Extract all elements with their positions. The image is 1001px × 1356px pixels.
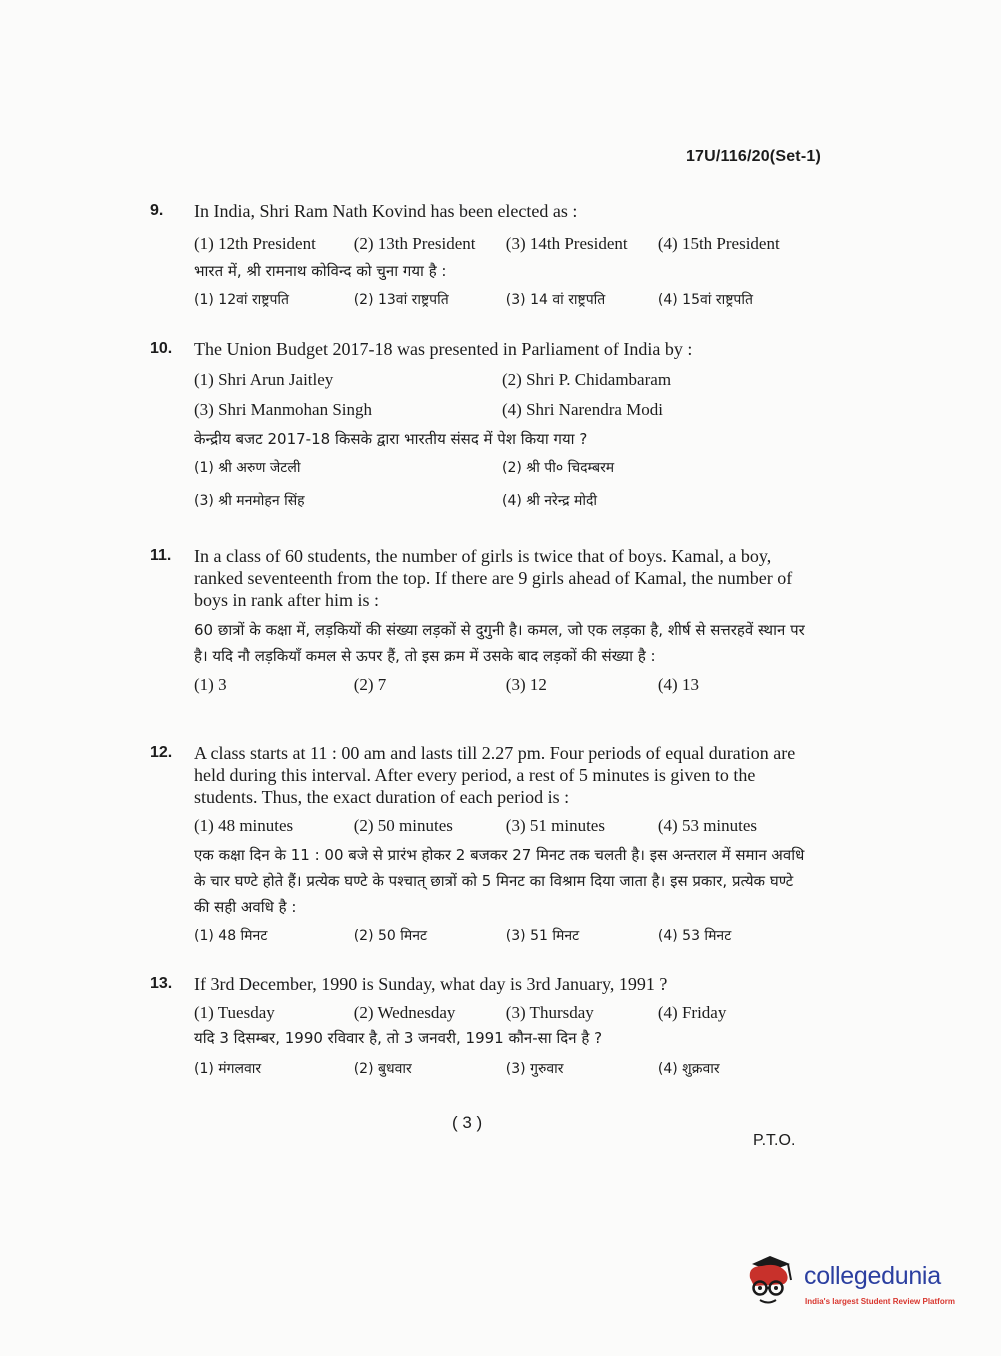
options-en [194, 370, 810, 420]
option-4: (4) 53 minutes [657, 816, 758, 835]
logo-wordmark: collegedunia [804, 1262, 941, 1290]
collegedunia-logo [738, 1250, 978, 1320]
page-number: ( 3 ) [452, 1113, 483, 1132]
option-2: (2) 13th President [353, 234, 476, 253]
question-text-en: In India, Shri Ram Nath Kovind has been elected as : [194, 201, 578, 221]
option-3: (3) 51 minutes [505, 816, 605, 835]
option-3: (3) Shri Manmohan Singh [194, 400, 373, 419]
pto-label: P.T.O. [753, 1132, 796, 1149]
option-3: (3) 14 वां राष्ट्रपति [505, 292, 606, 308]
question-number: 10. [150, 340, 173, 357]
mascot-icon [738, 1250, 800, 1312]
option-3: (3) गुरुवार [505, 1061, 564, 1077]
option-2: (2) 50 मिनट [353, 928, 428, 944]
option-4: (4) 15th President [657, 234, 780, 253]
option-1: (1) 48 मिनट [194, 928, 268, 944]
option-1: (1) Shri Arun Jaitley [194, 370, 334, 389]
option-1: (1) श्री अरुण जेटली [194, 460, 301, 476]
option-2: (2) 50 minutes [353, 816, 453, 835]
option-3: (3) 14th President [505, 234, 628, 253]
option-1: (1) Tuesday [194, 1003, 275, 1022]
option-4: (4) 53 मिनट [657, 928, 732, 944]
question-text-hi: भारत में, श्री रामनाथ कोविन्द को चुना गया है : [194, 262, 447, 280]
question-number: 12. [150, 744, 173, 761]
option-3: (3) श्री मनमोहन सिंह [194, 493, 305, 509]
question-text-en: If 3rd December, 1990 is Sunday, what day is 3rd January, 1991 ? [194, 974, 668, 994]
option-3: (3) 12 [505, 675, 547, 694]
option-4: (4) Shri Narendra Modi [502, 400, 663, 419]
options [194, 675, 810, 695]
question-10 [150, 338, 810, 510]
question-text-hi: केन्द्रीय बजट 2017-18 किसके द्वारा भारतीय संसद में पेश किया गया ? [194, 430, 588, 448]
option-1: (1) 12वां राष्ट्रपति [194, 292, 290, 308]
paper-code: 17U/116/20(Set-1) [685, 148, 821, 165]
options-en [194, 1003, 810, 1023]
logo-tagline: India's largest Student Review Platform [805, 1297, 955, 1306]
options-hi [194, 290, 810, 309]
option-4: (4) Friday [657, 1003, 727, 1022]
option-2: (2) बुधवार [353, 1061, 412, 1077]
option-4: (4) 13 [657, 675, 699, 694]
option-2: (2) Shri P. Chidambaram [502, 370, 672, 389]
option-4: (4) शुक्रवार [657, 1061, 720, 1077]
question-text-en: In a class of 60 students, the number of girls is twice that of boys. Kamal, a boy, ranked seventeenth from the top. If there are 9 girls ahead of Kamal, the number of boys in rank after him is : [194, 546, 793, 610]
options-hi [194, 458, 810, 510]
option-2: (2) 7 [353, 675, 387, 694]
option-4: (4) श्री नरेन्द्र मोदी [502, 493, 598, 509]
option-1: (1) मंगलवार [194, 1061, 262, 1077]
question-9 [150, 200, 810, 309]
question-text-en: The Union Budget 2017-18 was presented in Parliament of India by : [194, 339, 693, 359]
options-en [194, 816, 810, 836]
option-1: (1) 48 minutes [194, 816, 294, 835]
option-1: (1) 12th President [194, 234, 316, 253]
question-13 [150, 973, 810, 1078]
option-1: (1) 3 [194, 675, 227, 694]
options-hi [194, 1059, 810, 1078]
options-hi [194, 926, 810, 945]
option-2: (2) 13वां राष्ट्रपति [353, 292, 449, 308]
question-11 [150, 545, 810, 695]
option-3: (3) 51 मिनट [505, 928, 580, 944]
question-text-en: A class starts at 11 : 00 am and lasts till 2.27 pm. Four periods of equal duration are held during this interval. After every period, a rest of 5 minutes is given to the students. Thus, the exact duration of each period is : [194, 743, 796, 807]
option-3: (3) Thursday [505, 1003, 594, 1022]
question-number: 13. [150, 975, 173, 992]
question-number: 11. [150, 547, 172, 564]
option-2: (2) श्री पी० चिदम्बरम [502, 460, 615, 476]
options-en [194, 234, 810, 254]
question-12 [150, 742, 810, 945]
question-text-hi: एक कक्षा दिन के 11 : 00 बजे से प्रारंभ होकर 2 बजकर 27 मिनट तक चलती है। इस अन्तराल में समान अवधि के चार घण्टे होते हैं। प्रत्येक घण्टे के पश्चात् छात्रों को 5 मिनट का विश्राम दिया जाता है। इस प्रकार, प्रत्येक घण्टे की सही अवधि है : [194, 846, 805, 916]
option-4: (4) 15वां राष्ट्रपति [657, 292, 753, 308]
question-text-hi: यदि 3 दिसम्बर, 1990 रविवार है, तो 3 जनवरी, 1991 कौन-सा दिन है ? [194, 1029, 603, 1047]
question-number: 9. [150, 202, 164, 219]
option-2: (2) Wednesday [353, 1003, 456, 1022]
question-text-hi: 60 छात्रों के कक्षा में, लड़कियों की संख्या लड़कों से दुगुनी है। कमल, जो एक लड़का है, शीर्ष से सत्तरहवें स्थान पर है। यदि नौ लड़कियाँ कमल से ऊपर हैं, तो इस क्रम में उसके बाद लड़कों की संख्या है : [194, 621, 805, 665]
